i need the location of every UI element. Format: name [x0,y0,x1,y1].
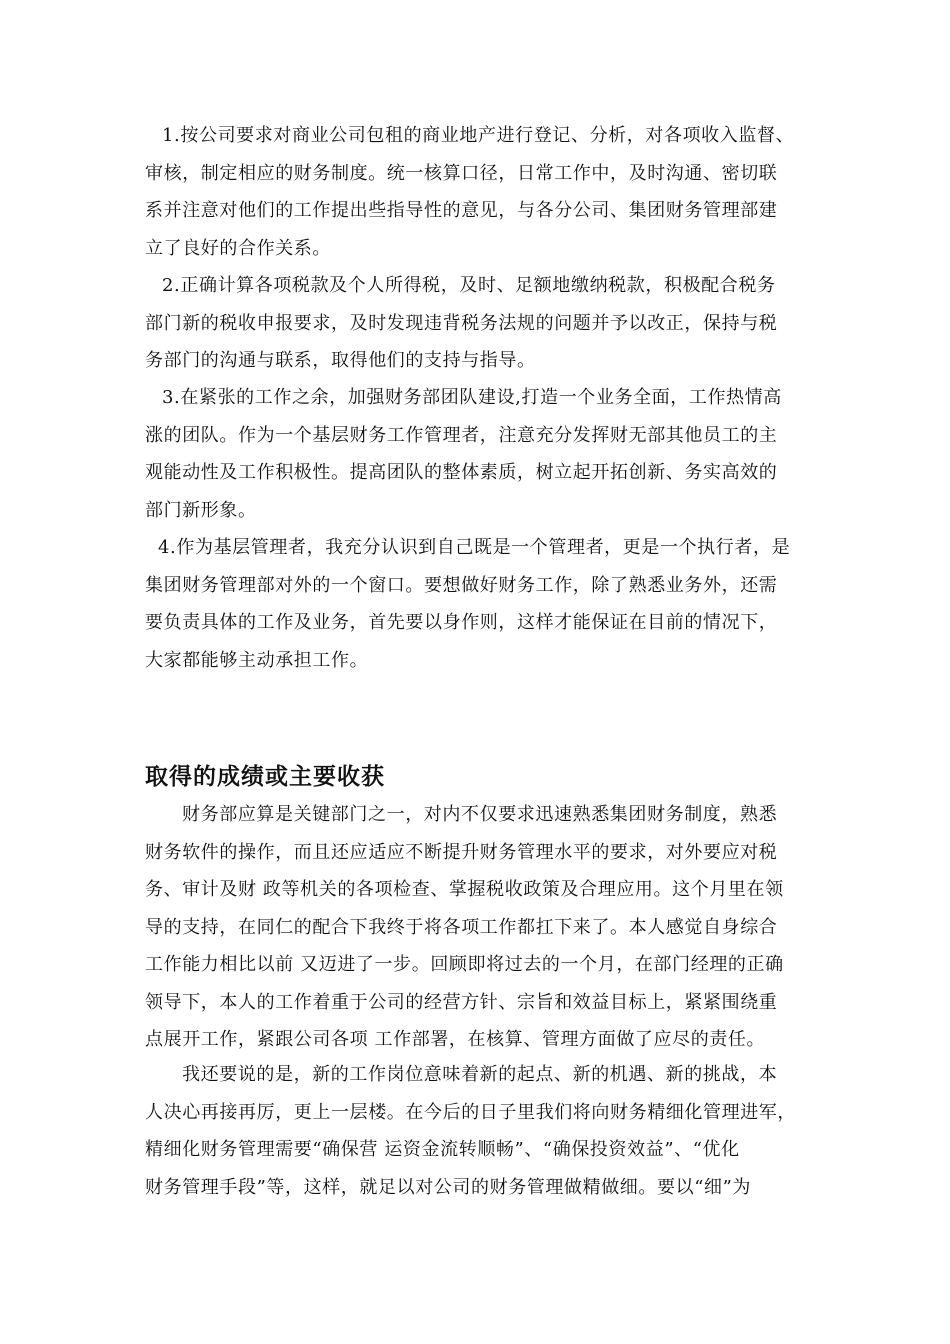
numbered-item-3 [145,379,820,529]
text-line: 财务软件的操作，而且还应适应不断提升财务管理水平的要求，对外要应对税 [145,841,778,863]
section-paragraph-1 [145,796,820,1059]
section-paragraph-2 [145,1056,820,1206]
text-line: 财务管理手段”等，这样，就足以对公司的财务管理做精做细。要以“细”为 [145,1176,752,1198]
section-heading: 取得的成绩或主要收获 [145,764,385,790]
text-line: 工作能力相比以前 又迈进了一步。回顾即将过去的一个月，在部门经理的正确 [145,954,784,975]
text-line: 2.正确计算各项税款及个人所得税，及时、足额地缴纳税款，积极配合税务 [162,275,776,296]
text-line: 部门新的税收申报要求，及时发现违背税务法规的问题并予以改正，保持与税 [145,312,778,334]
text-line: 精细化财务管理需要“确保营 运资金流转顺畅”、“确保投资效益”、“优化 [145,1139,740,1160]
text-line: 要负责具体的工作及业务，首先要以身作则，这样才能保证在目前的情况下， [145,612,778,633]
text-line: 4.作为基层管理者，我充分认识到自己既是一个管理者，更是一个执行者，是 [158,537,791,558]
text-line: 人决心再接再厉，更上一层楼。在今后的日子里我们将向财务精细化管理进军， [145,1101,796,1123]
text-line: 审核，制定相应的财务制度。统一核算口径，日常工作中，及时沟通、密切联 [145,162,778,184]
text-line: 1.按公司要求对商业公司包租的商业地产进行登记、分析，对各项收入监督、 [162,125,795,146]
text-line: 领导下，本人的工作着重于公司的经营方针、宗旨和效益目标上，紧紧围绕重 [145,991,778,1013]
text-line: 我还要说的是，新的工作岗位意味着新的起点、新的机遇、新的挑战，本 [182,1064,778,1085]
text-line: 立了良好的合作关系。 [145,237,331,259]
numbered-item-1 [145,117,820,267]
numbered-item-4 [145,529,820,679]
text-line: 3.在紧张的工作之余，加强财务部团队建设,打造一个业务全面，工作热情高 [162,387,782,408]
text-line: 务部门的沟通与联系，取得他们的支持与指导。 [145,350,536,371]
text-line: 导的支持，在同仁的配合下我终于将各项工作都扛下来了。本人感觉自身综合 [145,916,778,938]
text-line: 大家都能够主动承担工作。 [145,649,369,671]
text-line: 系并注意对他们的工作提出些指导性的意见，与各分公司、集团财务管理部建 [145,200,778,221]
text-line: 财务部应算是关键部门之一，对内不仅要求迅速熟悉集团财务制度，熟悉 [182,804,778,825]
text-line: 观能动性及工作积极性。提高团队的整体素质，树立起开拓创新、务实高效的 [145,462,778,483]
text-line: 点展开工作，紧跟公司各项 工作部署，在核算、管理方面做了应尽的责任。 [145,1029,766,1050]
text-line: 务、审计及财 政等机关的各项检查、掌握税收政策及合理应用。这个月里在领 [145,879,784,900]
text-line: 涨的团队。作为一个基层财务工作管理者，注意充分发挥财无部其他员工的主 [145,424,778,446]
text-line: 集团财务管理部对外的一个窗口。要想做好财务工作，除了熟悉业务外，还需 [145,574,778,596]
numbered-item-2 [145,267,820,380]
text-line: 部门新形象。 [145,499,257,521]
